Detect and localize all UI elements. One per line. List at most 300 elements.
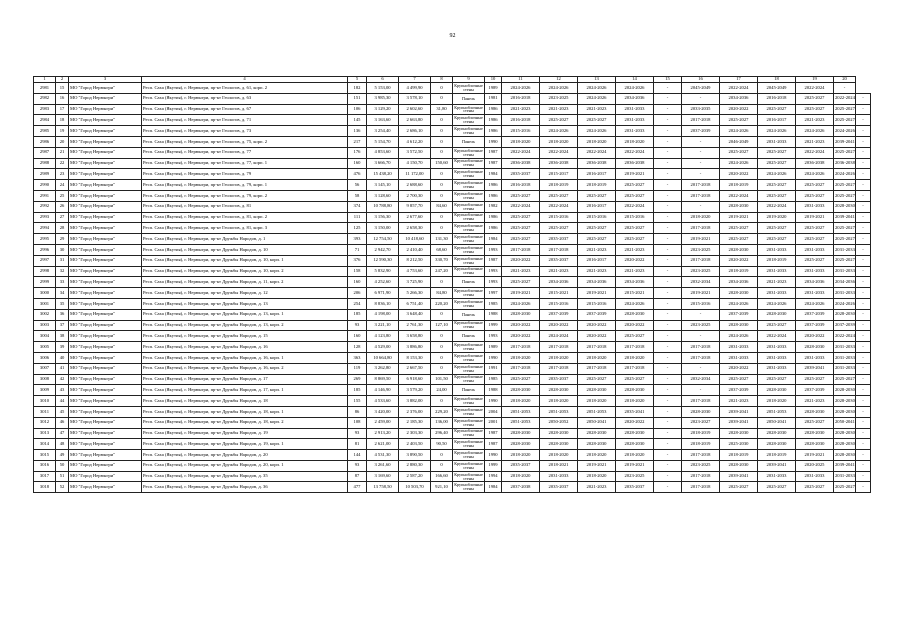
table-cell: 2023-2027 <box>682 417 720 428</box>
table-cell: 2992 <box>34 201 56 212</box>
table-cell: 2028-2030 <box>796 406 834 417</box>
table-cell: 2018-2020 <box>540 136 578 147</box>
table-cell: - <box>834 83 856 94</box>
table-cell: 2 459,00 <box>367 417 399 428</box>
table-cell: 3013 <box>34 428 56 439</box>
table-cell: 41 <box>56 363 69 374</box>
table-cell: 3 882,00 <box>399 396 431 407</box>
table-cell: 47 <box>56 428 69 439</box>
table-cell: - <box>856 428 871 439</box>
table-cell: 4 612,20 <box>399 136 431 147</box>
table-cell: - <box>856 104 871 115</box>
table-cell: - <box>856 234 871 245</box>
table-cell: 2017-2018 <box>682 396 720 407</box>
table-cell: 1994 <box>485 471 502 482</box>
table-cell: 2022-2024 <box>796 147 834 158</box>
table-cell: 2020-2022 <box>616 255 654 266</box>
table-cell: 1993 <box>485 331 502 342</box>
table-cell: 3 150,00 <box>367 223 399 234</box>
table-cell: 330,70 <box>431 255 453 266</box>
table-cell: 2 621,00 <box>367 439 399 450</box>
table-cell: 2019-2021 <box>682 288 720 299</box>
table-cell: 1993 <box>485 266 502 277</box>
table-cell: Крупноблочные стены <box>454 223 483 233</box>
table-cell: 160 <box>348 331 367 342</box>
table-cell: 2025-2027 <box>720 482 758 493</box>
table-cell: 0 <box>431 93 453 104</box>
table-cell: Респ. Саха (Якутия), г. Нерюнгри, пр-кт Дружбы Народов, д. 17, корп. 1 <box>142 385 348 396</box>
table-cell: 2018-2019 <box>758 450 796 461</box>
table-cell: 2022-2024 <box>758 201 796 212</box>
table-cell: 2025-2027 <box>758 104 796 115</box>
table-cell: 2028-2030 <box>616 309 654 320</box>
table-cell: 1987 <box>485 158 502 169</box>
table-cell: 2 587,20 <box>399 471 431 482</box>
column-header: 18 <box>758 77 796 83</box>
table-cell: 1986 <box>485 212 502 223</box>
table-cell: 48 <box>56 439 69 450</box>
table-cell: Крупноблочные стены <box>454 298 483 308</box>
table-cell: Панель <box>453 277 485 288</box>
table-cell: 51 <box>56 471 69 482</box>
table-cell: 220,20 <box>431 298 453 309</box>
table-cell: 2020-2022 <box>502 331 540 342</box>
table-cell: - <box>856 298 871 309</box>
table-cell: 2025-2027 <box>720 234 758 245</box>
table-cell: - <box>654 93 682 104</box>
table-cell: 4 529,00 <box>367 342 399 353</box>
table-cell: 2031-2033 <box>758 136 796 147</box>
table-cell: МО "Город Нерюнгри" <box>69 298 142 309</box>
table-cell: 128 <box>348 342 367 353</box>
table-cell: Крупноблочные стены <box>454 234 483 244</box>
table-cell: МО "Город Нерюнгри" <box>69 439 142 450</box>
table-cell: 476 <box>348 169 367 180</box>
table-cell: Респ. Саха (Якутия), г. Нерюнгри, пр-кт Геологов, д. 79, корп. 2 <box>142 190 348 201</box>
table-cell: Крупноблочные стены <box>454 406 483 416</box>
table-cell: 160 <box>348 158 367 169</box>
table-cell: 2018-2020 <box>540 450 578 461</box>
table-cell: 5 154,70 <box>367 136 399 147</box>
table-cell: 2019-2021 <box>616 460 654 471</box>
table-cell: - <box>654 298 682 309</box>
table-cell: 16 <box>56 93 69 104</box>
table-cell: МО "Город Нерюнгри" <box>69 104 142 115</box>
table-cell: 2017-2018 <box>682 342 720 353</box>
table-cell: 2017-2018 <box>578 342 616 353</box>
table-cell: 2028-2030 <box>758 439 796 450</box>
table-cell: 32 <box>56 266 69 277</box>
table-cell: 136,00 <box>431 417 453 428</box>
table-row <box>34 428 871 439</box>
table-cell: Крупноблочные стены <box>454 363 483 373</box>
table-cell: Крупноблочные стены <box>454 320 483 330</box>
housing-table <box>33 76 871 493</box>
table-cell: - <box>682 309 720 320</box>
table-cell: - <box>654 244 682 255</box>
table-cell: 2031-2033 <box>796 244 834 255</box>
table-row <box>34 180 871 191</box>
table-cell: 2017-2018 <box>616 342 654 353</box>
table-cell: 2 913,20 <box>367 428 399 439</box>
table-cell: 49 <box>56 450 69 461</box>
table-cell: 2028-2030 <box>796 439 834 450</box>
table-cell: 0 <box>431 352 453 363</box>
table-cell: 4 531,30 <box>367 450 399 461</box>
table-cell: 2019-2021 <box>578 288 616 299</box>
table-cell: - <box>856 115 871 126</box>
table-cell: 2028-2030 <box>578 439 616 450</box>
table-cell: 2019-2021 <box>796 450 834 461</box>
table-cell: 3 145,10 <box>367 180 399 191</box>
table-cell: - <box>654 406 682 417</box>
table-cell: 3018 <box>34 482 56 493</box>
table-cell: 2 942,70 <box>367 244 399 255</box>
table-cell: 1986 <box>485 223 502 234</box>
table-cell: 4 146,90 <box>367 385 399 396</box>
table-cell: 2025-2027 <box>502 223 540 234</box>
table-cell: 2025-2027 <box>758 147 796 158</box>
table-cell: 2035-2037 <box>502 460 540 471</box>
table-cell: 2015-2016 <box>682 298 720 309</box>
table-cell: 4 252,60 <box>367 277 399 288</box>
table-cell: 2015-2016 <box>616 212 654 223</box>
table-cell: 2025-2027 <box>720 115 758 126</box>
table-cell: 2024-2024 <box>540 331 578 342</box>
table-cell: 374 <box>348 201 367 212</box>
table-cell: МО "Город Нерюнгри" <box>69 331 142 342</box>
table-cell: 2020-2022 <box>720 169 758 180</box>
table-cell: 2 761,30 <box>399 320 431 331</box>
table-cell: 2017-2018 <box>682 255 720 266</box>
table-cell: 2021-2023 <box>578 266 616 277</box>
table-row <box>34 223 871 234</box>
table-cell: 2018-2020 <box>616 136 654 147</box>
table-cell: 5 266,30 <box>399 288 431 299</box>
table-cell: МО "Город Нерюнгри" <box>69 234 142 245</box>
table-cell: 1993 <box>485 244 502 255</box>
table-cell: - <box>654 385 682 396</box>
table-cell: 2037-2039 <box>720 309 758 320</box>
table-cell: 2023-2025 <box>616 471 654 482</box>
table-cell: 46 <box>56 417 69 428</box>
table-cell: Респ. Саха (Якутия), г. Нерюнгри, пр-кт Дружбы Народов, д. 10, корп. 1 <box>142 255 348 266</box>
table-cell: 15 <box>56 83 69 94</box>
table-cell: 2017-2018 <box>682 115 720 126</box>
column-header: 5 <box>348 77 367 83</box>
table-cell: 2032-2034 <box>682 374 720 385</box>
table-cell: 2025-2027 <box>796 223 834 234</box>
table-body <box>34 83 871 493</box>
table-cell: 2028-2030 <box>834 385 856 396</box>
table-cell: 0 <box>431 115 453 126</box>
table-cell: 2 602,60 <box>399 104 431 115</box>
table-cell: 1987 <box>485 147 502 158</box>
table-cell: 2017-2018 <box>682 223 720 234</box>
table-cell: 2025-2027 <box>578 190 616 201</box>
table-cell: 43 <box>56 385 69 396</box>
table-cell: Респ. Саха (Якутия), г. Нерюнгри, пр-кт Дружбы Народов, д. 19, корп. 1 <box>142 439 348 450</box>
table-cell: МО "Город Нерюнгри" <box>69 223 142 234</box>
table-cell: 1990 <box>485 352 502 363</box>
table-cell: 2031-2033 <box>758 363 796 374</box>
table-cell: 2035-2037 <box>540 255 578 266</box>
table-cell: - <box>856 190 871 201</box>
table-cell: МО "Город Нерюнгри" <box>69 190 142 201</box>
table-cell: 2036-2038 <box>540 158 578 169</box>
table-row <box>34 190 871 201</box>
table-cell: 2025-2027 <box>578 374 616 385</box>
table-cell: 2025-2027 <box>758 234 796 245</box>
table-cell: 2031-2033 <box>540 471 578 482</box>
table-cell: 158 <box>348 266 367 277</box>
table-cell: 2025-2027 <box>758 374 796 385</box>
table-cell: МО "Город Нерюнгри" <box>69 320 142 331</box>
table-cell: - <box>856 363 871 374</box>
table-cell: 2018-2020 <box>578 352 616 363</box>
table-cell: 2 663,80 <box>399 115 431 126</box>
table-cell: 2020-2022 <box>720 255 758 266</box>
table-cell: Крупноблочные стены <box>454 460 483 470</box>
table-cell: 2025-2027 <box>834 180 856 191</box>
table-cell: 1990 <box>485 136 502 147</box>
table-cell: 2016-2017 <box>578 201 616 212</box>
table-cell: - <box>654 104 682 115</box>
table-cell: 2023-2025 <box>682 320 720 331</box>
table-cell: 2983 <box>34 104 56 115</box>
table-cell: МО "Город Нерюнгри" <box>69 352 142 363</box>
table-cell: 2018-2019 <box>682 439 720 450</box>
table-cell: Респ. Саха (Якутия), г. Нерюнгри, пр-кт Дружбы Народов, д. 16, корп. 2 <box>142 363 348 374</box>
table-cell: 2025-2027 <box>540 223 578 234</box>
table-cell: 1999 <box>485 320 502 331</box>
table-cell: 2018-2019 <box>682 428 720 439</box>
table-cell: Крупноблочные стены <box>454 180 483 190</box>
table-cell: 2028-2030 <box>720 244 758 255</box>
table-cell: - <box>654 374 682 385</box>
table-row <box>34 244 871 255</box>
table-cell: 2022-2024 <box>616 201 654 212</box>
table-cell: 3 985,30 <box>367 93 399 104</box>
table-cell: 3 254,40 <box>367 126 399 137</box>
table-cell: 2004 <box>485 406 502 417</box>
table-cell: 2025-2027 <box>502 374 540 385</box>
table-cell: 84,60 <box>431 201 453 212</box>
table-cell: 2039-2041 <box>758 460 796 471</box>
table-cell: 2022-2024 <box>540 201 578 212</box>
table-cell: 2018-2020 <box>578 450 616 461</box>
table-cell: 4 123,80 <box>367 331 399 342</box>
table-row <box>34 385 871 396</box>
table-cell: 2016-2017 <box>758 115 796 126</box>
table-cell: 125 <box>348 223 367 234</box>
table-cell: 3 886,80 <box>399 342 431 353</box>
table-row <box>34 93 871 104</box>
table-cell: 2990 <box>34 180 56 191</box>
table-cell: 2028-2030 <box>616 385 654 396</box>
table-cell: 2018-2020 <box>578 136 616 147</box>
table-cell: 185 <box>348 385 367 396</box>
table-cell: - <box>654 352 682 363</box>
table-cell: 2031-2033 <box>834 352 856 363</box>
table-cell: 2034-2036 <box>720 277 758 288</box>
table-cell: - <box>682 147 720 158</box>
table-cell: 2021-2023 <box>540 266 578 277</box>
table-cell: 2025-2027 <box>502 190 540 201</box>
table-cell: - <box>654 309 682 320</box>
table-cell: 2016-2018 <box>502 93 540 104</box>
table-cell: 3 156,30 <box>367 212 399 223</box>
table-row <box>34 352 871 363</box>
table-cell: 2023-2025 <box>682 460 720 471</box>
table-cell: 2033-2035 <box>682 104 720 115</box>
table-cell: 2025-2027 <box>616 234 654 245</box>
table-cell: 10 418,60 <box>399 234 431 245</box>
table-cell: 2994 <box>34 223 56 234</box>
table-cell: 2025-2027 <box>616 374 654 385</box>
table-cell: 2025-2027 <box>796 417 834 428</box>
table-cell: МО "Город Нерюнгри" <box>69 450 142 461</box>
table-cell: - <box>856 223 871 234</box>
table-cell: МО "Город Нерюнгри" <box>69 147 142 158</box>
table-cell: Крупноблочные стены <box>454 147 483 157</box>
table-cell: 2021-2023 <box>616 244 654 255</box>
table-cell: 176 <box>348 147 367 158</box>
table-row <box>34 234 871 245</box>
table-cell: 2024-2026 <box>720 158 758 169</box>
table-cell: 1986 <box>485 126 502 137</box>
table-row <box>34 482 871 493</box>
table-cell: 2021-2023 <box>578 244 616 255</box>
table-cell: Крупноблочные стены <box>454 104 483 114</box>
table-cell: 2034-2036 <box>540 277 578 288</box>
column-header: 8 <box>431 77 453 83</box>
table-cell: - <box>856 169 871 180</box>
table-cell: 2031-2033 <box>720 352 758 363</box>
table-cell: 18 <box>56 115 69 126</box>
table-cell: Панель <box>453 136 485 147</box>
table-cell: Крупноблочные стены <box>454 288 483 298</box>
table-cell: 2995 <box>34 234 56 245</box>
table-cell: Респ. Саха (Якутия), г. Нерюнгри, пр-кт Дружбы Народов, д. 18, корп. 1 <box>142 406 348 417</box>
table-cell: Крупноблочные стены <box>454 244 483 254</box>
table-cell: 2031-2033 <box>834 363 856 374</box>
table-cell: 33 <box>56 277 69 288</box>
table-cell: 2017-2018 <box>502 342 540 353</box>
table-cell: 2018-2020 <box>540 396 578 407</box>
table-cell: - <box>856 450 871 461</box>
table-cell: 150,60 <box>431 158 453 169</box>
table-cell: 2017-2018 <box>502 244 540 255</box>
table-cell: 206 <box>348 288 367 299</box>
table-cell: 3012 <box>34 417 56 428</box>
table-cell: 921,10 <box>431 482 453 493</box>
table-row <box>34 439 871 450</box>
table-cell: - <box>856 342 871 353</box>
table-row <box>34 201 871 212</box>
table-cell: 2015-2016 <box>578 298 616 309</box>
table-cell: Респ. Саха (Якутия), г. Нерюнгри, пр-кт Геологов, д. 63 <box>142 93 348 104</box>
table-cell: 68,60 <box>431 244 453 255</box>
table-cell: 8 836,10 <box>367 298 399 309</box>
table-cell: 2025-2027 <box>796 104 834 115</box>
table-row <box>34 374 871 385</box>
table-cell: 2022-2024 <box>758 331 796 342</box>
table-cell: 13 758,50 <box>367 482 399 493</box>
table-cell: 2018-2020 <box>578 396 616 407</box>
table-cell: 19 <box>56 126 69 137</box>
table-cell: МО "Город Нерюнгри" <box>69 158 142 169</box>
table-cell: 3 221,10 <box>367 320 399 331</box>
table-row <box>34 212 871 223</box>
table-cell: 2018-2019 <box>578 180 616 191</box>
table-cell: 3 658,80 <box>399 331 431 342</box>
table-cell: 2037-2039 <box>796 320 834 331</box>
table-cell: 2034-2036 <box>720 93 758 104</box>
table-cell: 144 <box>348 450 367 461</box>
table-cell: 1982 <box>485 201 502 212</box>
table-cell: - <box>654 115 682 126</box>
table-cell: 2037-2039 <box>720 385 758 396</box>
table-cell: 30 <box>56 244 69 255</box>
table-cell: - <box>654 147 682 158</box>
table-row <box>34 255 871 266</box>
table-cell: 296,40 <box>431 428 453 439</box>
table-cell: 2999 <box>34 277 56 288</box>
table-cell: 2037-2039 <box>796 385 834 396</box>
table-cell: 247,20 <box>431 266 453 277</box>
table-cell: Респ. Саха (Якутия), г. Нерюнгри, пр-кт Дружбы Народов, д. 18, корп. 2 <box>142 417 348 428</box>
table-cell: 3 261,60 <box>367 460 399 471</box>
table-cell: МО "Город Нерюнгри" <box>69 201 142 212</box>
table-cell: Крупноблочные стены <box>454 428 483 438</box>
table-cell: 136 <box>348 126 367 137</box>
table-cell: 2024-2026 <box>540 83 578 94</box>
table-cell: МО "Город Нерюнгри" <box>69 342 142 353</box>
table-cell: 2989 <box>34 169 56 180</box>
column-header: 14 <box>616 77 654 83</box>
table-cell: 2025-2027 <box>578 234 616 245</box>
table-cell: 3002 <box>34 309 56 320</box>
table-cell: 2031-2033 <box>616 115 654 126</box>
table-cell: 2025-2027 <box>796 255 834 266</box>
table-cell: Крупноблочные стены <box>454 439 483 449</box>
table-cell: МО "Город Нерюнгри" <box>69 93 142 104</box>
table-cell: 2039-2041 <box>834 460 856 471</box>
table-cell: 2039-2041 <box>834 212 856 223</box>
table-cell: 2025-2027 <box>616 223 654 234</box>
table-cell: 2031-2033 <box>796 288 834 299</box>
table-cell: 2028-2030 <box>540 428 578 439</box>
table-cell: 2019-2021 <box>796 212 834 223</box>
table-cell: 2015-2017 <box>540 169 578 180</box>
column-header: 1 <box>34 77 56 83</box>
table-cell: 2018-2019 <box>540 180 578 191</box>
table-row <box>34 417 871 428</box>
table-cell: 2025-2027 <box>616 180 654 191</box>
table-cell: Респ. Саха (Якутия), г. Нерюнгри, пр-кт Дружбы Народов, д. 13, корп. 2 <box>142 320 348 331</box>
table-cell: Крупноблочные стены <box>454 450 483 459</box>
table-cell: Респ. Саха (Якутия), г. Нерюнгри, пр-кт Дружбы Народов, д. 10 <box>142 244 348 255</box>
table-cell: МО "Город Нерюнгри" <box>69 126 142 137</box>
table-cell: 3008 <box>34 374 56 385</box>
table-cell: 28 <box>56 223 69 234</box>
table-cell: 2025-2027 <box>758 223 796 234</box>
table-cell: 2028-2030 <box>502 385 540 396</box>
table-cell: 2028-2030 <box>834 309 856 320</box>
table-cell: 2036-2038 <box>834 158 856 169</box>
table-row <box>34 83 871 94</box>
